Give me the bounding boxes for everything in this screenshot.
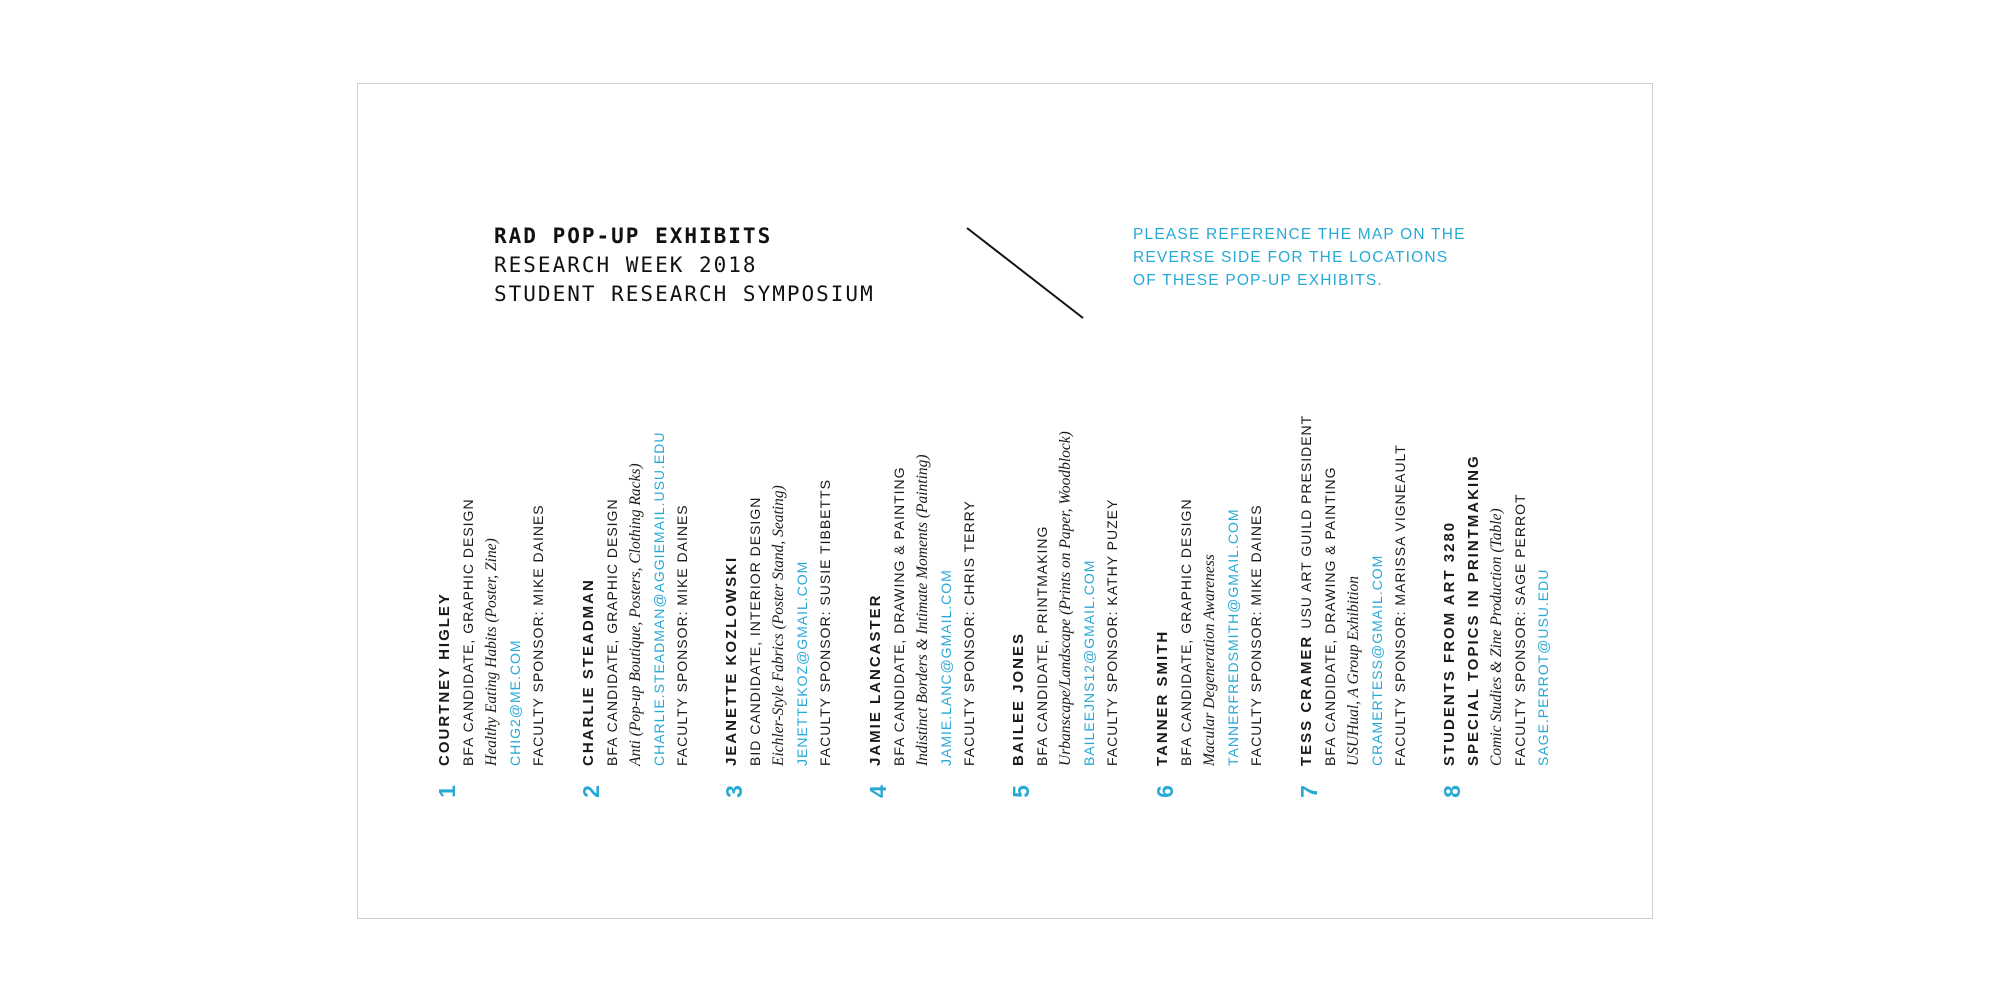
exhibitor-name: JEANETTE KOZLOWSKI xyxy=(723,555,740,766)
exhibit-number-1: 1 xyxy=(433,785,460,798)
header-event: STUDENT RESEARCH SYMPOSIUM xyxy=(494,282,875,306)
faculty-sponsor: FACULTY SPONSOR: CHRIS TERRY xyxy=(961,500,977,766)
exhibit-title: Anti (Pop-up Boutique, Posters, Clothing Racks) xyxy=(627,463,644,766)
faculty-sponsor: FACULTY SPONSOR: SUSIE TIBBETTS xyxy=(817,479,833,766)
exhibit-number-2: 2 xyxy=(577,785,604,798)
faculty-sponsor: FACULTY SPONSOR: SAGE PERROT xyxy=(1511,493,1528,766)
exhibit-number-8: 8 xyxy=(1438,785,1465,798)
exhibitor-name: BAILEE JONES xyxy=(1010,631,1027,766)
exhibitor-email[interactable]: CHIG2@ME.COM xyxy=(506,639,523,766)
exhibitor-degree: BFA CANDIDATE, GRAPHIC DESIGN xyxy=(459,498,476,766)
exhibitor-degree: BFA CANDIDATE, DRAWING & PAINTING xyxy=(1321,466,1338,766)
exhibitor-email[interactable]: JAMIE.LANC@GMAIL.COM xyxy=(937,569,954,766)
exhibit-number-3: 3 xyxy=(720,785,747,798)
exhibitor-name: TESS CRAMER xyxy=(1298,634,1315,766)
faculty-sponsor: FACULTY SPONSOR: MIKE DAINES xyxy=(1248,504,1264,766)
exhibitor-degree: BFA CANDIDATE, GRAPHIC DESIGN xyxy=(603,498,620,766)
exhibitor-name-line xyxy=(1295,415,1319,766)
exhibit-number-7: 7 xyxy=(1295,785,1322,798)
divider-slash xyxy=(965,226,1085,320)
faculty-sponsor: FACULTY SPONSOR: MIKE DAINES xyxy=(530,504,546,766)
header-title: RAD POP-UP EXHIBITS xyxy=(494,224,773,248)
sponsor-email[interactable]: SAGE.PERROT@USU.EDU xyxy=(1535,568,1551,766)
course-name: SPECIAL TOPICS IN PRINTMAKING xyxy=(1464,454,1482,766)
exhibitor-email[interactable]: BAILEEJNS12@GMAIL.COM xyxy=(1080,559,1097,766)
faculty-sponsor: FACULTY SPONSOR: KATHY PUZEY xyxy=(1104,498,1120,766)
exhibitor-degree: BFA CANDIDATE, PRINTMAKING xyxy=(1033,525,1050,766)
faculty-sponsor: FACULTY SPONSOR: MIKE DAINES xyxy=(674,504,690,766)
exhibit-title: USUHual, A Group Exhibition xyxy=(1345,575,1362,766)
exhibitor-name: TANNER SMITH xyxy=(1154,629,1171,766)
exhibit-title: Healthy Eating Habits (Poster, Zine) xyxy=(483,538,500,766)
exhibitor-email[interactable]: TANNERFREDSMITH@GMAIL.COM xyxy=(1224,508,1241,766)
exhibit-title: Urbanscape/Landscape (Prints on Paper, Woodblock) xyxy=(1057,431,1074,766)
exhibitor-name: CHARLIE STEADMAN xyxy=(580,578,597,766)
header-subtitle: RESEARCH WEEK 2018 xyxy=(494,253,758,277)
exhibitor-degree: BID CANDIDATE, INTERIOR DESIGN xyxy=(746,496,763,766)
exhibit-title: Macular Degeneration Awareness xyxy=(1201,554,1218,766)
exhibitor-email[interactable]: JENETTEKOZ@GMAIL.COM xyxy=(793,560,810,766)
exhibitor-name: JAMIE LANCASTER xyxy=(867,593,884,766)
exhibitor-name: STUDENTS FROM ART 3280 xyxy=(1441,520,1458,766)
exhibitor-degree: BFA CANDIDATE, DRAWING & PAINTING xyxy=(890,466,907,766)
exhibit-title: Comic Studies & Zine Production (Table) xyxy=(1488,508,1505,766)
exhibit-title: Eichler-Style Fabrics (Poster Stand, Seating) xyxy=(770,485,787,766)
header-block xyxy=(494,222,875,309)
exhibitor-role: USU ART GUILD PRESIDENT xyxy=(1298,414,1314,629)
exhibit-number-6: 6 xyxy=(1151,785,1178,798)
exhibitor-email[interactable]: CHARLIE.STEADMAN@AGGIEMAIL.USU.EDU xyxy=(650,431,667,766)
exhibitor-degree: BFA CANDIDATE, GRAPHIC DESIGN xyxy=(1177,498,1194,766)
exhibit-title: Indistinct Borders & Intimate Moments (Painting) xyxy=(914,454,931,766)
map-note: PLEASE REFERENCE THE MAP ON THE REVERSE SIDE FOR THE LOCATIONS OF THESE POP-UP EXHIBITS. xyxy=(1133,226,1466,289)
exhibitor-email[interactable]: CRAMERTESS@GMAIL.COM xyxy=(1368,554,1385,766)
exhibitor-name: COURTNEY HIGLEY xyxy=(436,592,453,766)
exhibit-number-4: 4 xyxy=(864,785,891,798)
faculty-sponsor: FACULTY SPONSOR: MARISSA VIGNEAULT xyxy=(1392,444,1408,766)
exhibit-number-5: 5 xyxy=(1007,785,1034,798)
